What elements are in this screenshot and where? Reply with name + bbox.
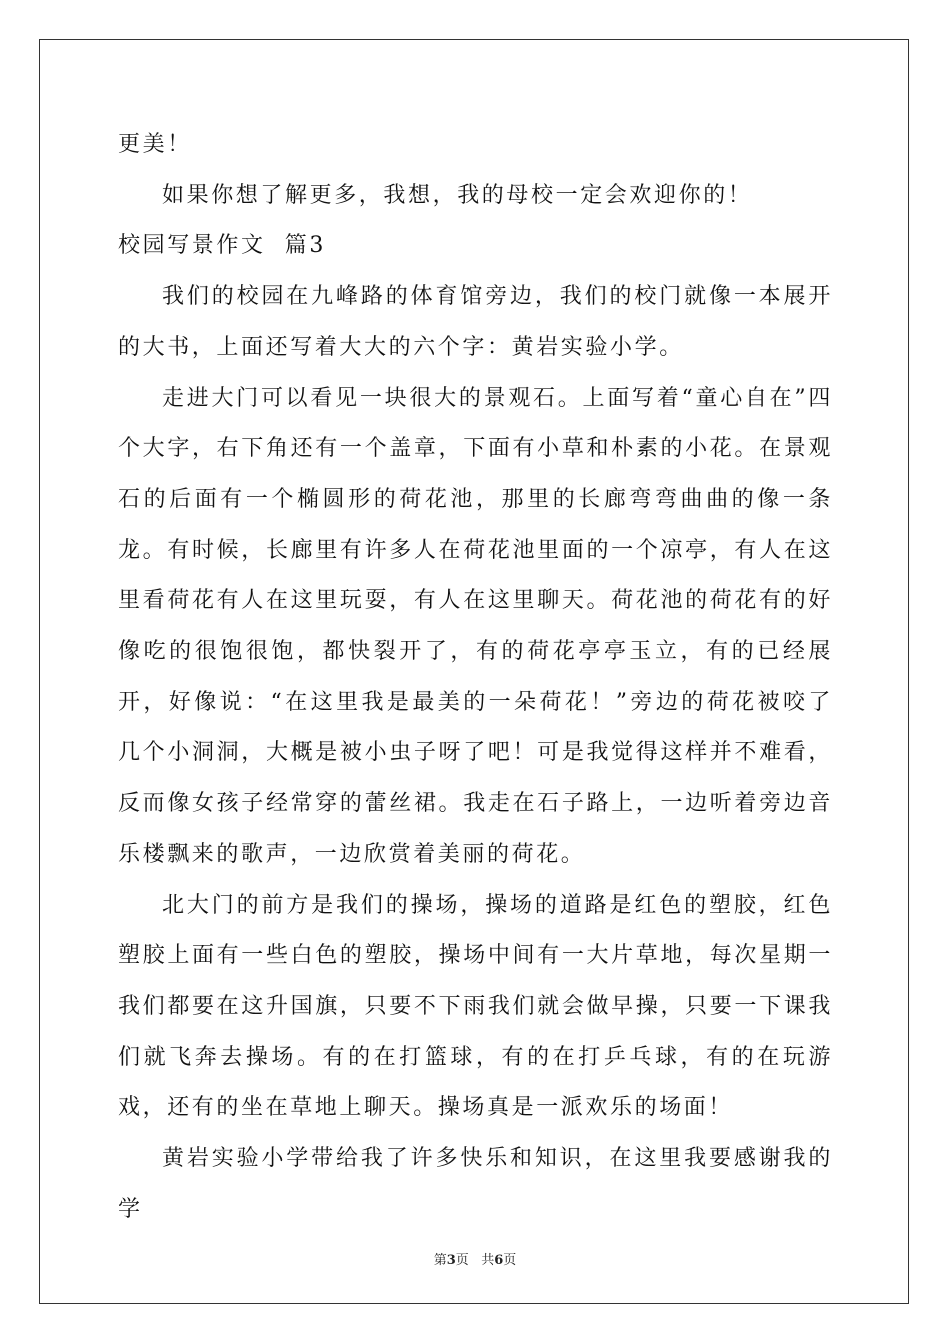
document-body bbox=[118, 120, 833, 1235]
paragraph-2 bbox=[118, 374, 833, 881]
paragraph-text: 我们的校园在九峰路的体育馆旁边，我们的校门就像一本展开的大书，上面还写着大大的六个字：黄岩实验小学。 bbox=[118, 284, 833, 360]
paragraph-text: 黄岩实验小学带给我了许多快乐和知识，在这里我要感谢我的学 bbox=[118, 1146, 833, 1222]
total-pages: 6 bbox=[494, 1253, 504, 1268]
total-suffix: 页 bbox=[503, 1253, 517, 1268]
intro-paragraph bbox=[118, 171, 833, 222]
paragraph-text: 如果你想了解更多，我想，我的母校一定会欢迎你的！ bbox=[162, 182, 753, 208]
page-suffix: 页 bbox=[455, 1253, 469, 1268]
total-prefix: 共 bbox=[481, 1253, 495, 1268]
paragraph-3 bbox=[118, 881, 833, 1135]
paragraph-text: 北大门的前方是我们的操场，操场的道路是红色的塑胶，红色塑胶上面有一些白色的塑胶，操场中间有一大片草地，每次星期一我们都要在这升国旗，只要不下雨我们就会做早操，只要一下课我们就飞奔去操场。有的在打篮球，有的在打乒乓球，有的在玩游戏，还有的坐在草地上聊天。操场真是一派欢乐的场面！ bbox=[118, 892, 833, 1121]
page-prefix: 第 bbox=[433, 1253, 447, 1268]
paragraph-text: 走进大门可以看见一块很大的景观石。上面写着“童心自在”四个大字，右下角还有一个盖章，下面有小草和朴素的小花。在景观石的后面有一个椭圆形的荷花池，那里的长廊弯弯曲曲的像一条龙。有时候，长廊里有许多人在荷花池里面的一个凉亭，有人在这里看荷花有人在这里玩耍，有人在这里聊天。荷花池的荷花有的好像吃的很饱很饱，都快裂开了，有的荷花亭亭玉立，有的已经展开，好像说：“在这里我是最美的一朵荷花！”旁边的荷花被咬了几个小洞洞，大概是被小虫子呀了吧！可是我觉得这样并不难看，反而像女孩子经常穿的蕾丝裙。我走在石子路上，一边听着旁边音乐楼飘来的歌声，一边欣赏着美丽的荷花。 bbox=[118, 385, 833, 867]
section-title: 校园写景作文 篇3 bbox=[118, 233, 326, 259]
continued-line: 更美！ bbox=[118, 132, 192, 157]
page-footer bbox=[0, 1249, 950, 1268]
paragraph-4 bbox=[118, 1134, 833, 1235]
page-number: 3 bbox=[446, 1253, 456, 1268]
paragraph-1 bbox=[118, 272, 833, 373]
